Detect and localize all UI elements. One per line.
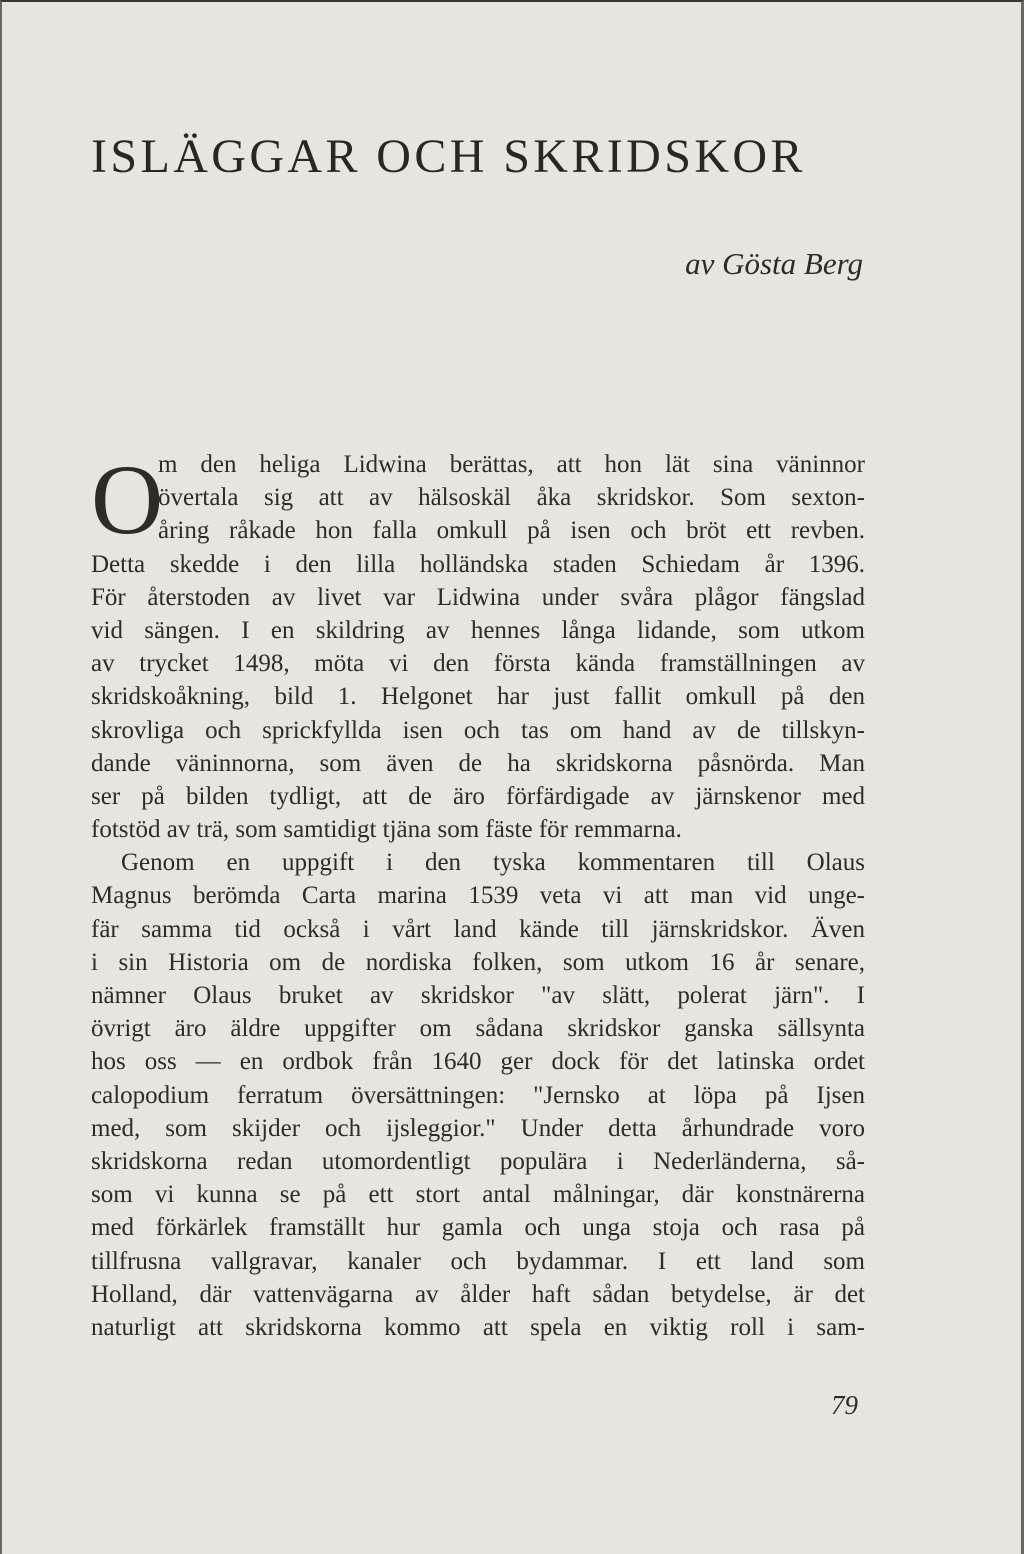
text-line: ser på bilden tydligt, att de äro förfärdigade av järnskenor med xyxy=(91,782,865,810)
drop-cap: O xyxy=(91,444,164,555)
text-line: skridskoåkning, bild 1. Helgonet har just fallit omkull på den xyxy=(91,683,865,711)
text-line: fotstöd av trä, som samtidigt tjäna som fäste för remmarna. xyxy=(91,816,682,844)
article-body xyxy=(91,444,865,1368)
text-line: med, som skijder och ijsleggior." Under detta århundrade voro xyxy=(91,1114,865,1142)
text-line: Detta skedde i den lilla holländska staden Schiedam år 1396. xyxy=(91,550,865,578)
text-line: vid sängen. I en skildring av hennes långa lidande, som utkom xyxy=(91,616,865,644)
page-number: 79 xyxy=(831,1390,858,1420)
text-line: övrigt äro äldre uppgifter om sådana skridskor ganska sällsynta xyxy=(91,1015,865,1043)
text-line: skrovliga och sprickfyllda isen och tas om hand av de tillskyn- xyxy=(91,716,865,744)
text-line: Magnus berömda Carta marina 1539 veta vi att man vid unge- xyxy=(91,882,865,910)
text-line: naturligt att skridskorna kommo att spela en viktig roll i sam- xyxy=(91,1313,865,1341)
text-line: som vi kunna se på ett stort antal målningar, där konstnärerna xyxy=(91,1181,865,1209)
text-line: calopodium ferratum översättningen: "Jernsko at löpa på Ijsen xyxy=(91,1081,865,1109)
text-line: Genom en uppgift i den tyska kommentaren till Olaus xyxy=(121,849,865,877)
text-line: Holland, där vattenvägarna av ålder haft sådan betydelse, är det xyxy=(91,1280,865,1308)
text-line: fär samma tid också i vårt land kände till järnskridskor. Även xyxy=(91,915,865,943)
text-line: hos oss — en ordbok från 1640 ger dock för det latinska ordet xyxy=(91,1048,865,1076)
text-line: i sin Historia om de nordiska folken, som utkom 16 år senare, xyxy=(91,948,865,976)
text-line: nämner Olaus bruket av skridskor "av slätt, polerat järn". I xyxy=(91,982,865,1009)
text-line: skridskorna redan utomordentligt populära i Nederländerna, så- xyxy=(91,1147,865,1175)
text-line: m den heliga Lidwina berättas, att hon lät sina väninnor xyxy=(158,451,865,478)
article-byline: av Gösta Berg xyxy=(685,246,863,281)
text-line: tillfrusna vallgravar, kanaler och bydammar. I ett land som xyxy=(91,1247,865,1275)
text-line: åring råkade hon falla omkull på isen och bröt ett revben. xyxy=(158,517,865,545)
text-line: dande väninnorna, som även de ha skridskorna påsnörda. Man xyxy=(91,749,865,777)
text-line: För återstoden av livet var Lidwina under svåra plågor fängslad xyxy=(91,583,865,611)
article-title: ISLÄGGAR OCH SKRIDSKOR xyxy=(91,130,806,183)
text-line: övertala sig att av hälsoskäl åka skridskor. Som sexton- xyxy=(158,484,865,512)
text-line: av trycket 1498, möta vi den första kända framställningen av xyxy=(91,650,865,678)
text-line: med förkärlek framställt hur gamla och unga stoja och rasa på xyxy=(91,1214,865,1242)
